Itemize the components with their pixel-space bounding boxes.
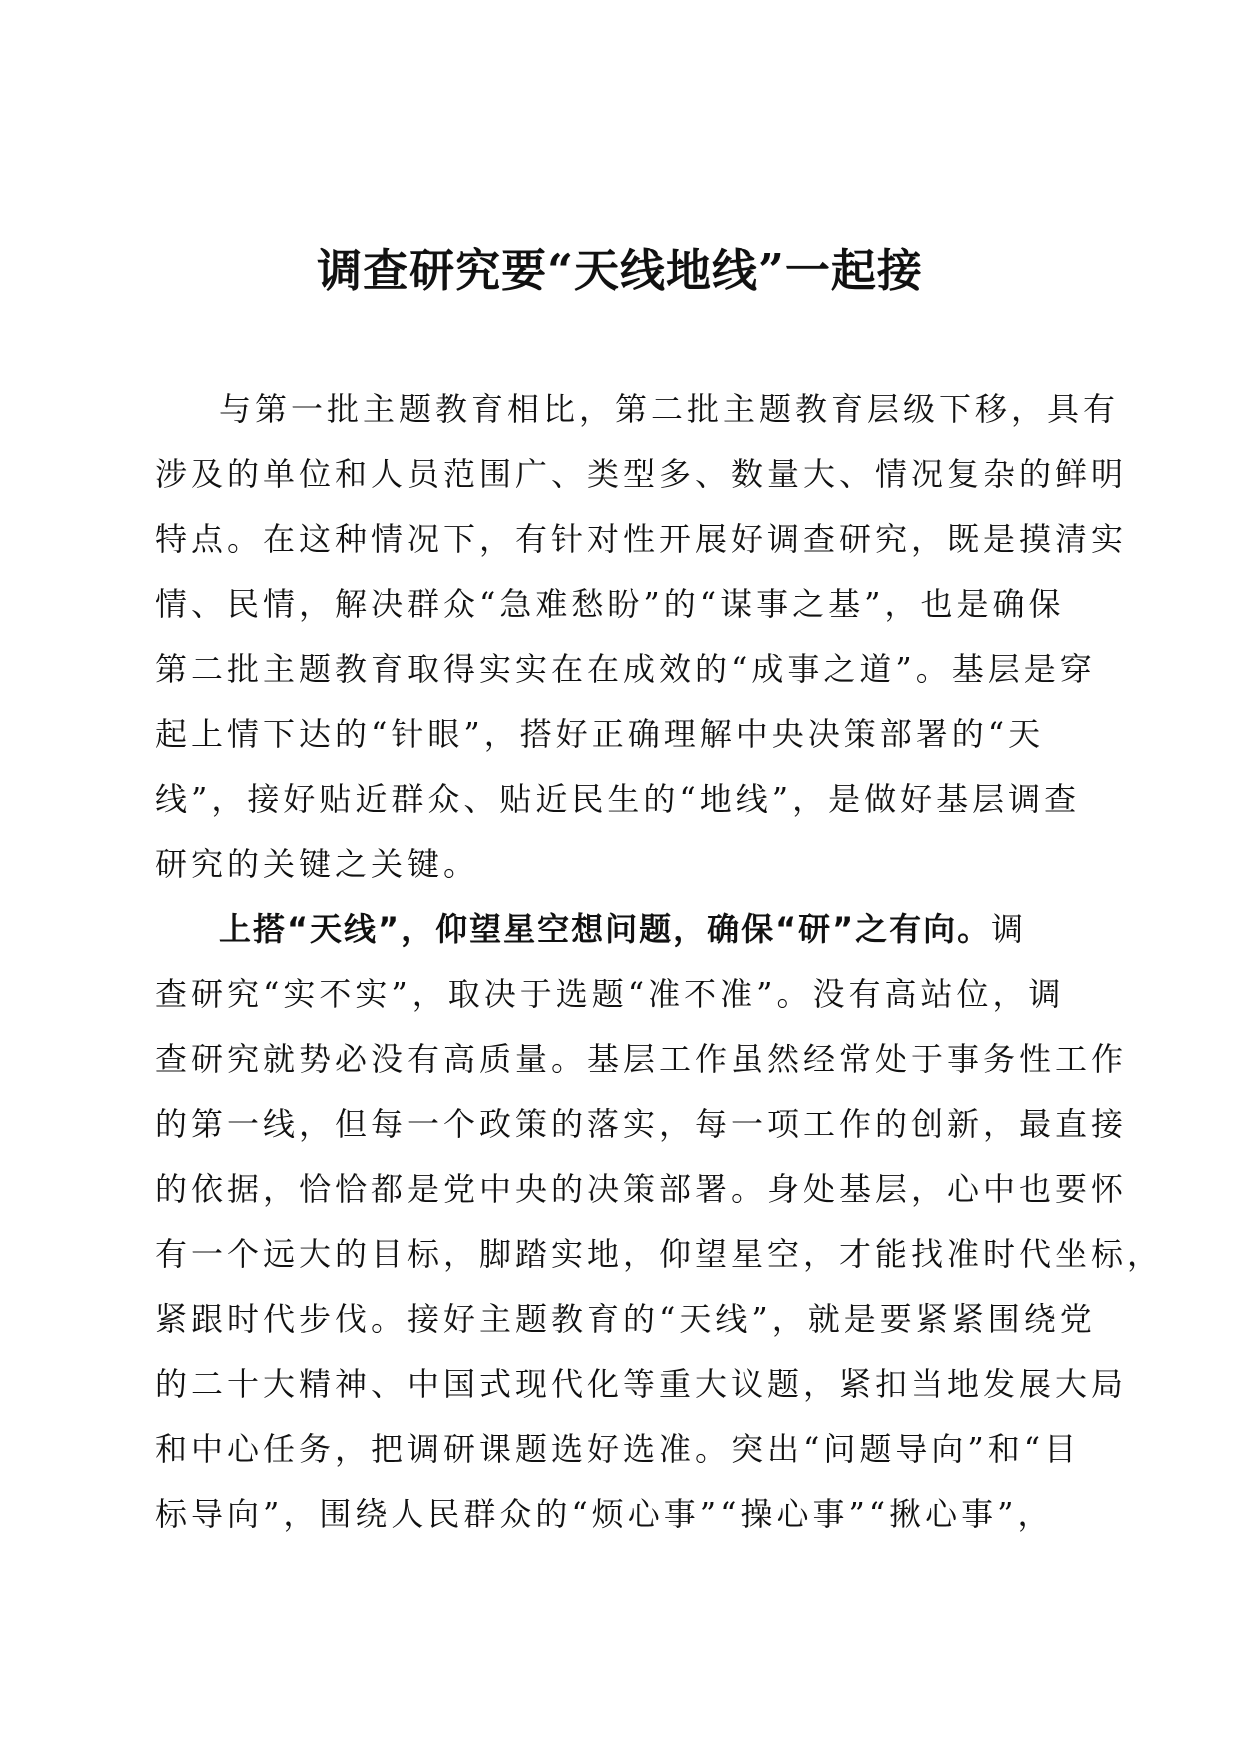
paragraph-line: 标导向”，围绕人民群众的“烦心事”“操心事”“揪心事”， [155,1495,1054,1533]
document-title: 调查研究要“天线地线”一起接 [317,244,923,297]
paragraph-line: 紧跟时代步伐。接好主题教育的“天线”，就是要紧紧围绕党 [155,1300,1096,1338]
paragraph-line: 的依据，恰恰都是党中央的决策部署。身处基层，心中也要怀 [155,1170,1128,1208]
paragraph-line: 与第一批主题教育相比，第二批主题教育层级下移，具有 [219,390,1120,428]
paragraph-line: 和中心任务，把调研课题选好选准。突出“问题导向”和“目 [155,1430,1081,1468]
paragraph-lead-heading: 上搭“天线”，仰望星空想问题，确保“研”之有向。 [219,910,992,948]
paragraph-line-rest: 调 [991,910,1028,948]
paragraph-line: 的第一线，但每一个政策的落实，每一项工作的创新，最直接 [155,1105,1128,1143]
paragraph-line: 起上情下达的“针眼”，搭好正确理解中央决策部署的“天 [155,715,1045,753]
paragraph-line: 第二批主题教育取得实实在在成效的“成事之道”。基层是穿 [155,650,1096,688]
paragraph-antenna [155,897,1164,1547]
paragraph-first-line [155,897,1075,962]
paragraph-line: 研究的关键之关键。 [155,845,480,883]
paragraph-line: 的二十大精神、中国式现代化等重大议题，紧扣当地发展大局 [155,1365,1128,1403]
paragraph-line: 情、民情，解决群众“急难愁盼”的“谋事之基”，也是确保 [155,585,1065,623]
paragraph-line: 有一个远大的目标，脚踏实地，仰望星空，才能找准时代坐标， [155,1235,1164,1273]
paragraph-intro [155,377,1128,897]
paragraph-line: 线”，接好贴近群众、贴近民生的“地线”，是做好基层调查 [155,780,1081,818]
paragraph-line: 查研究“实不实”，取决于选题“准不准”。没有高站位，调 [155,975,1065,1013]
paragraph-line: 涉及的单位和人员范围广、类型多、数量大、情况复杂的鲜明 [155,455,1128,493]
paragraph-line: 特点。在这种情况下，有针对性开展好调查研究，既是摸清实 [155,520,1128,558]
paragraph-line: 查研究就势必没有高质量。基层工作虽然经常处于事务性工作 [155,1040,1128,1078]
